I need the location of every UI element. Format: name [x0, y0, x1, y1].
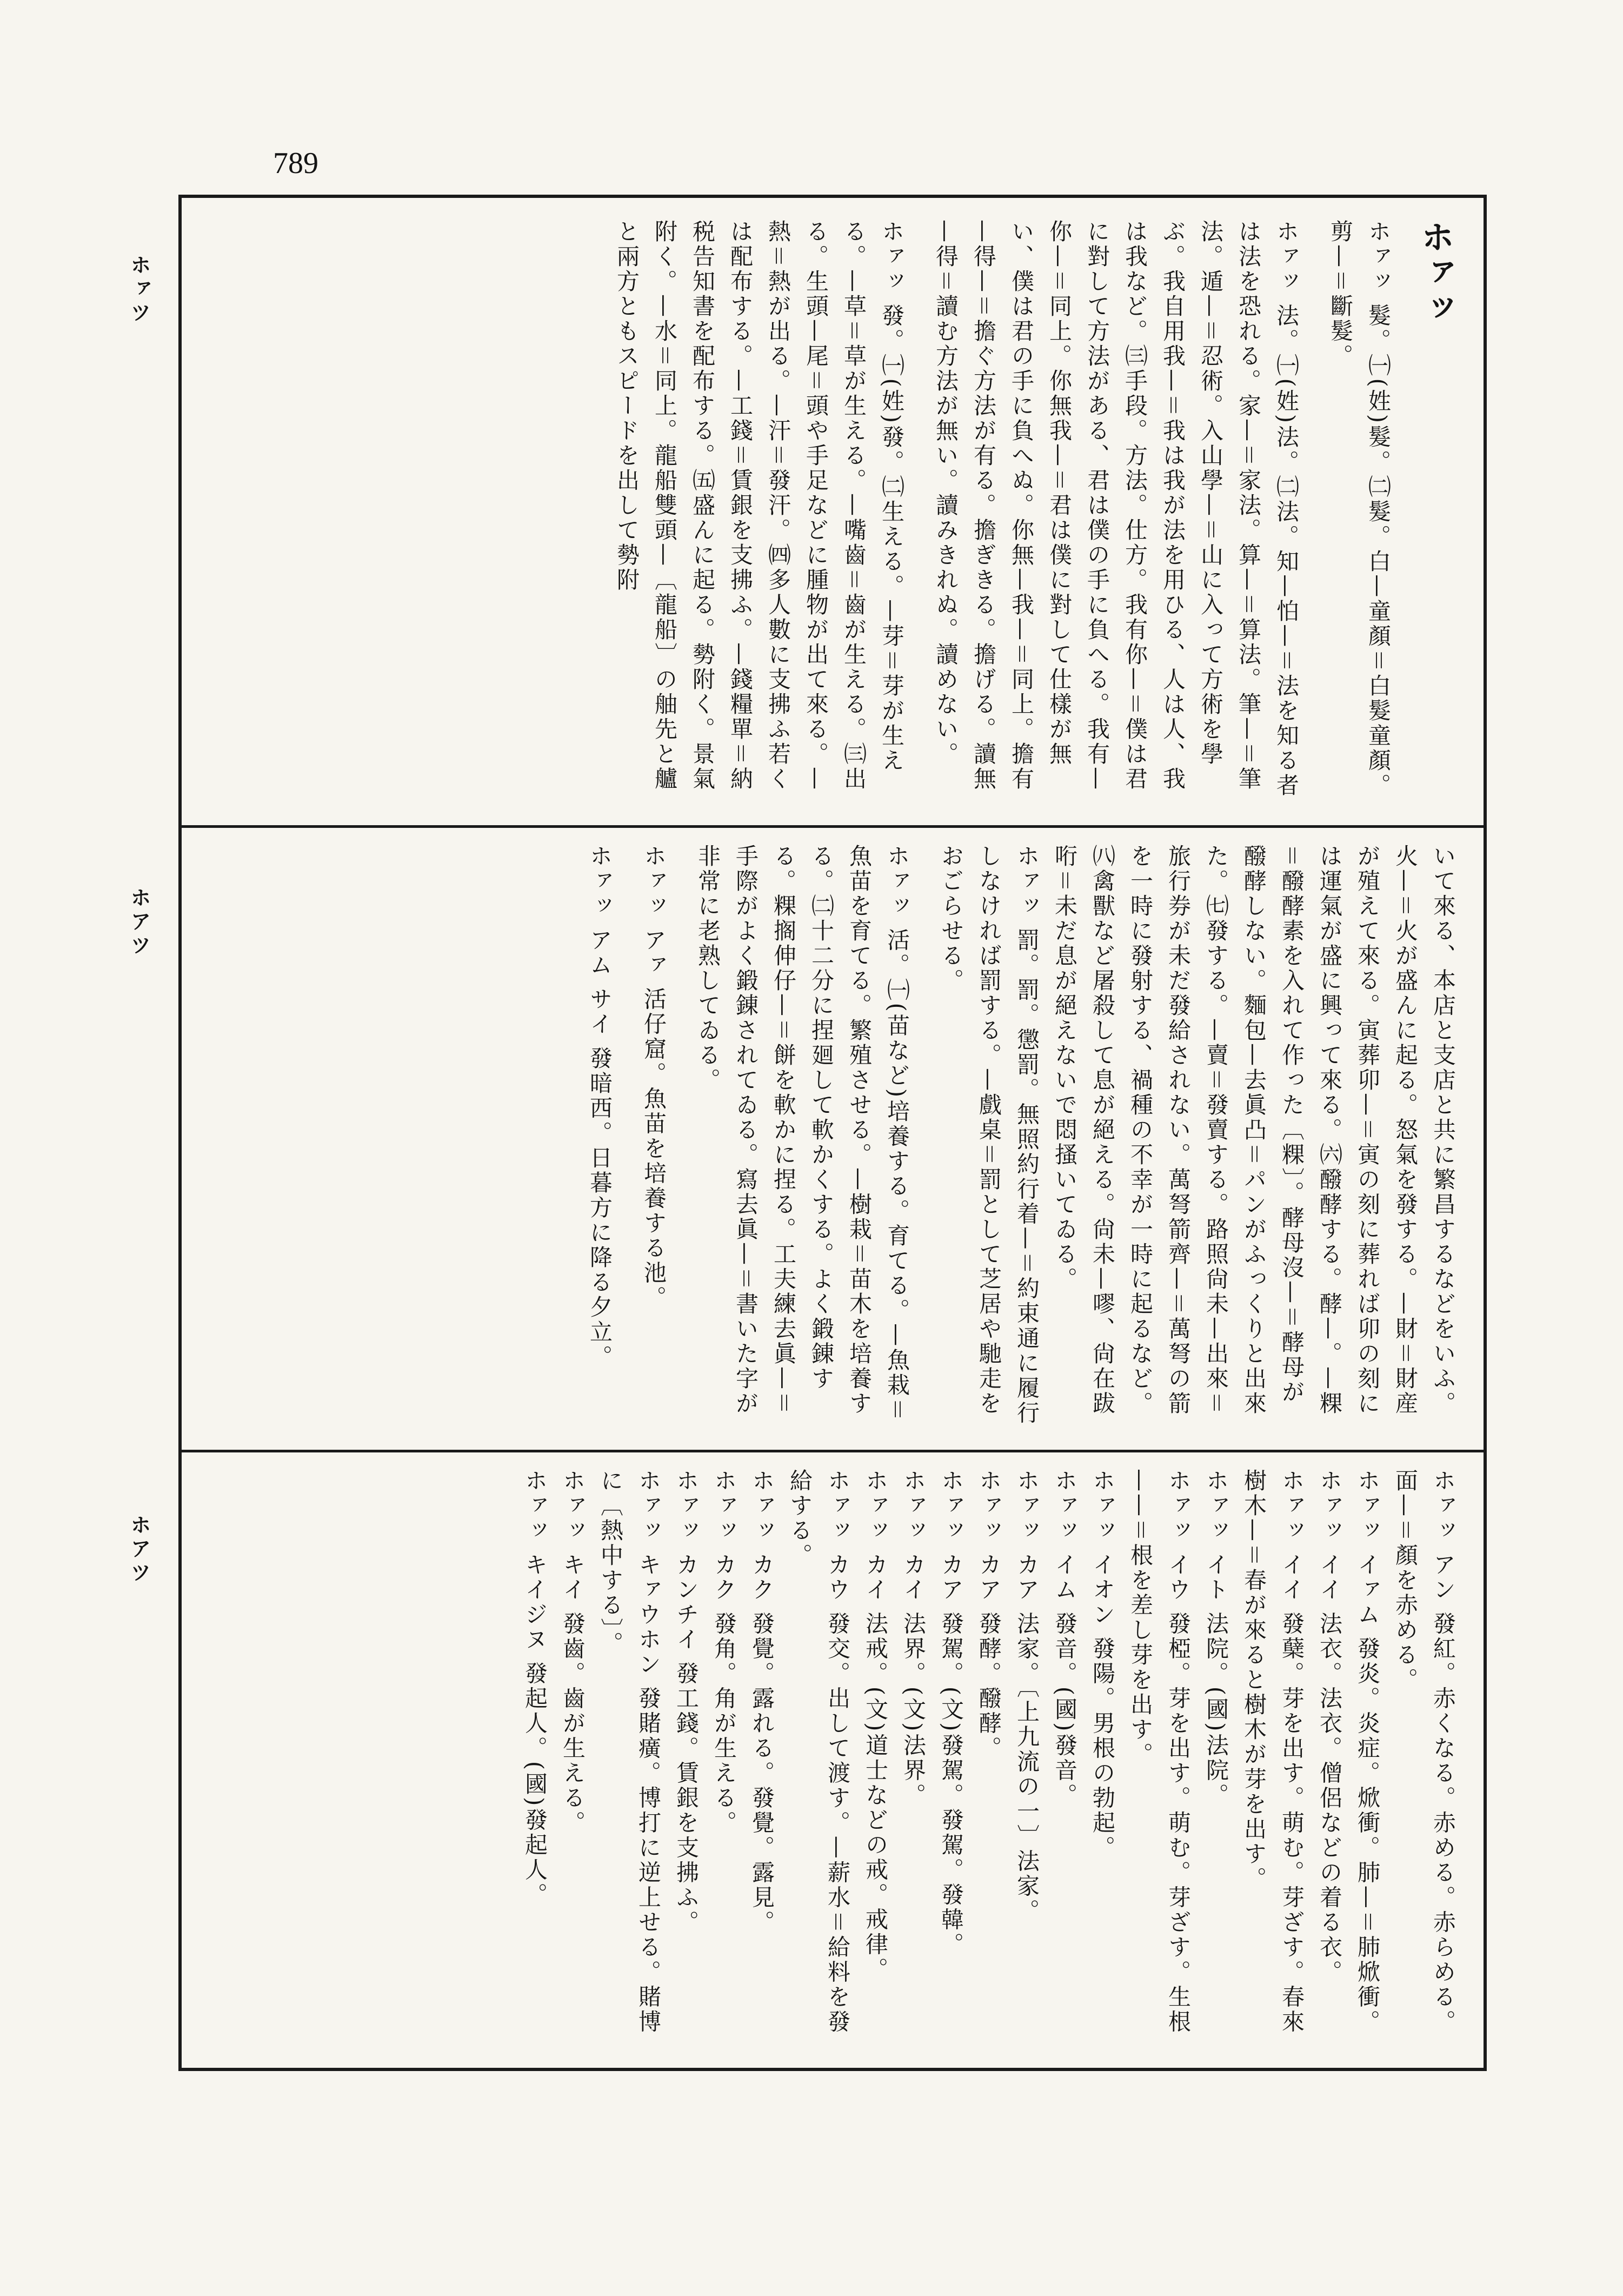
dictionary-entry: ホァッ アン 發紅。赤くなる。赤める。赤らめる。面—＝顏を赤める。 [1392, 1469, 1456, 2035]
section-title: ホァッ [1415, 220, 1455, 327]
text-block-top [203, 220, 1462, 804]
dictionary-entry: ホァッ イイ 法衣。法衣。僧侶などの着る衣。 [1316, 1469, 1343, 1985]
margin-index-tab: ホアツ [127, 887, 151, 958]
dictionary-entry: ホァッ 罰。罰。懲罰。無照約行着—＝約束通に履行しなければ罰する。—戲桌＝罰として芝居や馳走をおごらせる。 [938, 844, 1040, 1426]
dictionary-entry: ホァッ アム サイ 發暗西。日暮方に降る夕立。 [587, 844, 613, 1370]
block-divider [182, 1450, 1484, 1452]
dictionary-entry: ホァッ カイ 法界。(文)法界。 [900, 1469, 927, 1808]
dictionary-entry: ホァッ 髮。㈠(姓)髮。㈡髮。白—童顏＝白髮童顏。剪—＝斷髮。 [1327, 220, 1392, 799]
dictionary-entry: いて來る、本店と支店と共に繁昌するなどをいふ。火—＝火が盛んに起る。怒氣を發する。—財＝財産が殖えて來る。寅葬卯—＝寅の刻に葬れば卯の刻には運氣が盛に興って來る。㈥醱酵する。酵—。—粿＝醱酵素を入れて作った〔粿〕。酵母沒—＝酵母が醱酵しない。麵包—去眞凸＝パンがふっくりと出來た。㈦發する。—賣＝發賣する。路照尙未—出來＝旅行券が未だ發給されない。萬弩箭齊—＝萬弩の箭を一時に發射する、禍種の不幸が一時に起るなど。㈧禽獸など屠殺して息が絕える。尙未—嘐、尙在跋哘＝未だ息が絕えないで悶搔いてゐる。 [1052, 844, 1456, 1417]
text-block-bottom [203, 1469, 1462, 2053]
dictionary-entry: ホァッ カア 發酵。醱酵。 [976, 1469, 1002, 1761]
dictionary-entry: ホァッ イト 法院。(國)法院。 [1203, 1469, 1229, 1808]
dictionary-entry: ホァッ イム 發音。(國)發音。 [1052, 1469, 1078, 1808]
dictionary-entry: ホァッ キイ 發齒。齒が生える。 [560, 1469, 586, 1836]
block-divider [182, 825, 1484, 828]
dictionary-entry: ホァッ カア 發駕。(文)發駕。發駕。發韓。 [938, 1469, 965, 1957]
dictionary-entry: ホァッ アァ 活仔窟。魚苗を培養する池。 [641, 844, 667, 1311]
dictionary-entry: ホァッ 發。㈠(姓)發。㈡生える。—芽＝芽が生える。—草＝草が生える。—嘴齒＝齒が生える。㈢出る。生頭—尾＝頭や手足などに腫物が出て來る。—熱＝熱が出る。—汗＝發汗。㈣多人數に支拂ふ若くは配布する。—工錢＝賃銀を支拂ふ。—錢糧單＝納税告知書を配布する。㈤盛んに起る。勢附く。景氣附く。—水＝同上。龍船雙頭—〔龍船〕の舳先と艫と兩方ともスピードを出して勢附 [614, 220, 905, 792]
dictionary-entry: ホァッ カク 發覺。露れる。發覺。露見。 [749, 1469, 775, 1935]
dictionary-entry: ホァッ イオン 發陽。男根の勃起。 [1089, 1469, 1116, 1861]
dictionary-entry: ホァッ イァム 發炎。炎症。焮衝。肺—＝肺焮衝。 [1354, 1469, 1381, 2035]
margin-index-tab: ホアツ [127, 1514, 151, 1585]
dictionary-entry: ホァッ カク 發角。角が生える。 [711, 1469, 737, 1836]
dictionary-entry: ホァッ キァウホン 發賭癀。博打に逆上せる。賭博に〔熱中する〕。 [597, 1469, 662, 2035]
dictionary-entry: ホァッ キイジヌ 發起人。(國)發起人。 [522, 1469, 548, 1908]
page-number: 789 [273, 147, 318, 180]
dictionary-entry: ホァッ カウ 發交。出して渡す。—薪水＝給料を發給する。 [787, 1469, 851, 2035]
dictionary-entry: ホァッ 活。㈠(苗など)培養する。育てる。—魚栽＝魚苗を育てる。繁殖させる。—樹栽＝苗木を培養する。㈡十二分に捏廻して軟かくする。よく鍛錬する。粿搁伸仔—＝餅を軟かに捏る。工夫練去眞—＝手際がよく鍛錬されてゐる。寫去眞—＝書いた字が非常に老熟してゐる。 [695, 844, 910, 1423]
dictionary-entry: ホァッ イウ 發椏。芽を出す。萌む。芽ざす。生根——＝根を差し芽を出す。 [1127, 1469, 1192, 2035]
text-block-middle [203, 844, 1462, 1428]
dictionary-entry: ホァッ 法。㈠(姓)法。㈡法。知—怕—＝法を知る者は法を恐れる。家—＝家法。算—＝算法。筆—＝筆法。遁—＝忍術。入山學—＝山に入って方術を學ぶ。我自用我—＝我は我が法を用ひる、人は人、我は我など。㈢手段。方法。仕方。我有你—＝僕は君に對して方法がある、君は僕の手に負へる。我有—你—＝同上。你無我—＝君は僕に對して仕樣が無い、僕は君の手に負へぬ。你無—我—＝同上。擔有—得—＝擔ぐ方法が有る。擔ぎきる。擔げる。讀無—得＝讀む方法が無い。讀みきれぬ。讀めない。 [933, 220, 1300, 799]
dictionary-entry: ホァッ カア 法家。〔上九流の一〕法家。 [1014, 1469, 1040, 1924]
dictionary-entry: ホァッ カンチイ 發工錢。賃銀を支拂ふ。 [673, 1469, 700, 1935]
dictionary-frame [178, 195, 1487, 2071]
dictionary-entry: ホァッ イイ 發蘖。芽を出す。萌む。芽ざす。春來樹木—＝春が來ると樹木が芽を出す。 [1241, 1469, 1305, 2035]
margin-index-tab: ホァツ [127, 254, 151, 326]
dictionary-entry: ホァッ カイ 法戒。(文)道士などの戒。戒律。 [862, 1469, 889, 1982]
